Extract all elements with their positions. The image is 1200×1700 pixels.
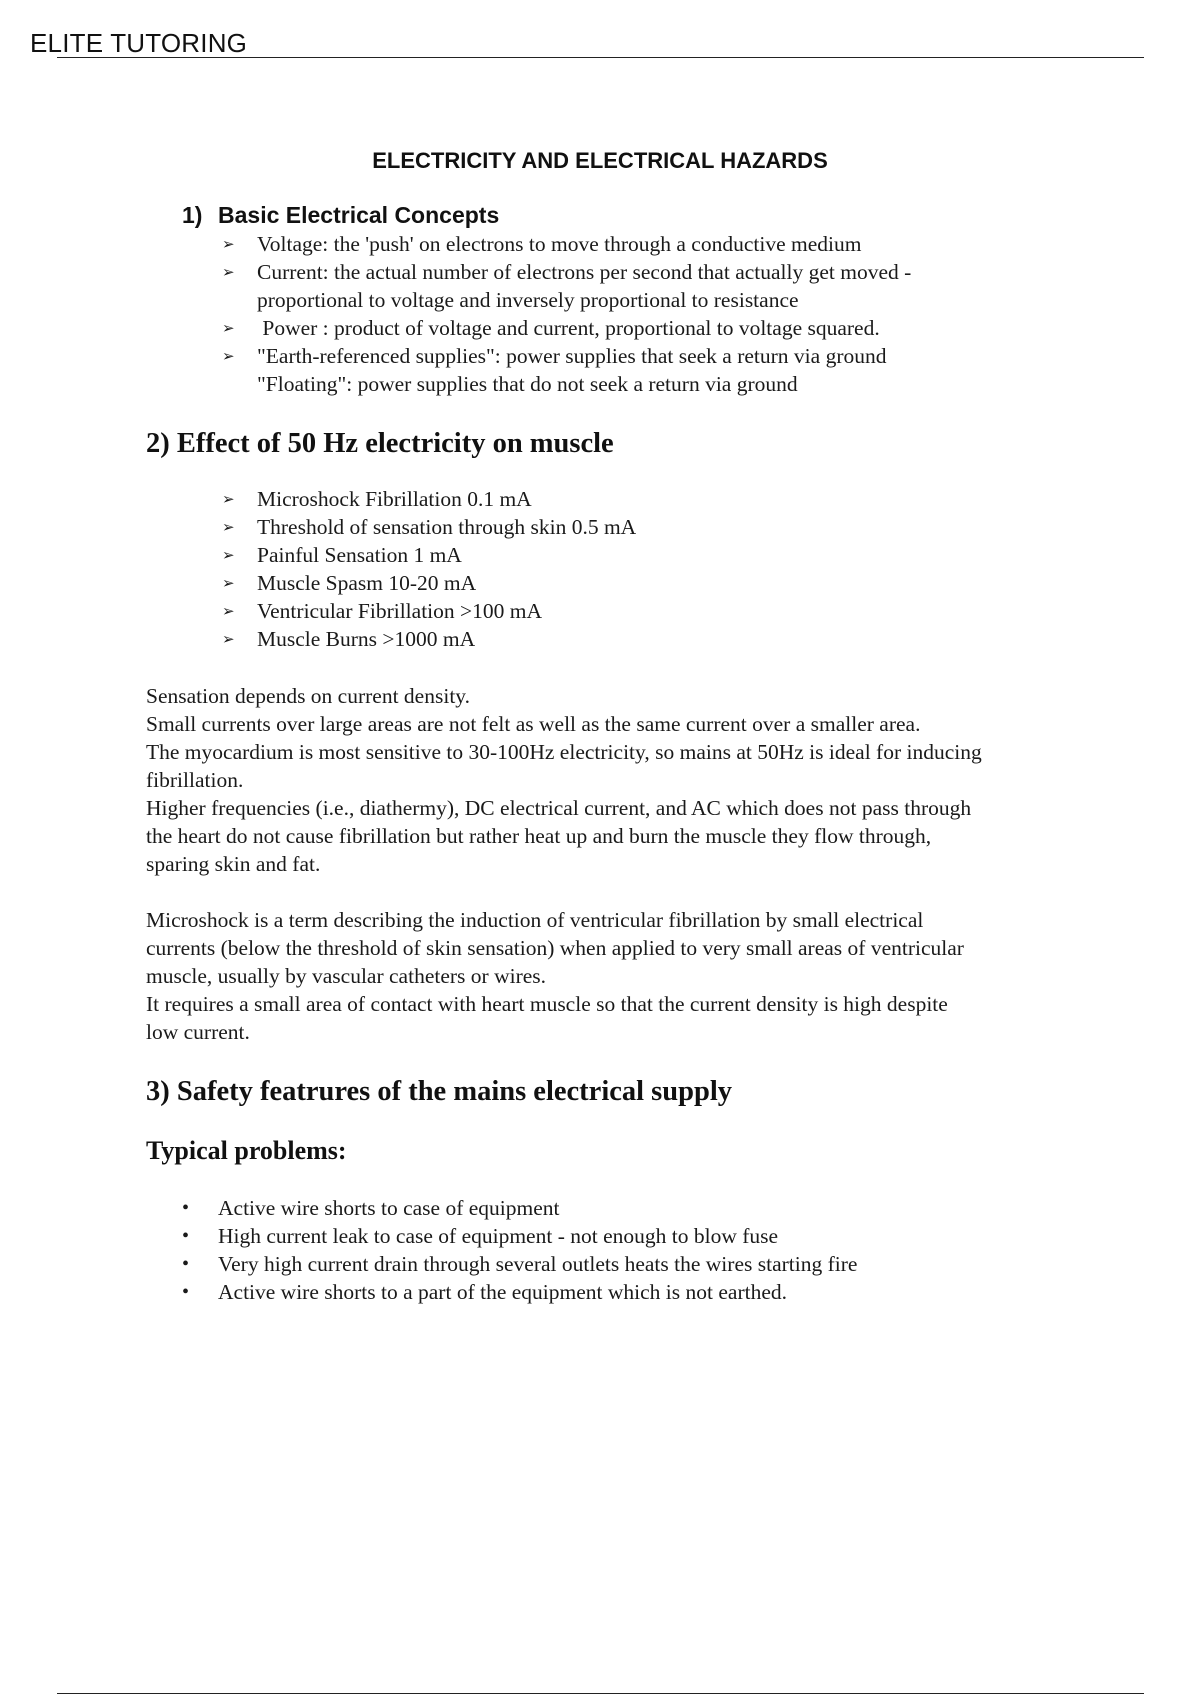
- arrow-bullet-icon: ➢: [222, 490, 235, 508]
- arrow-bullet-icon: ➢: [222, 319, 235, 337]
- section-1-title: Basic Electrical Concepts: [218, 202, 500, 228]
- section-1-heading: [182, 201, 499, 229]
- paragraph-line: Higher frequencies (i.e., diathermy), DC electrical current, and AC which does not pass through: [146, 796, 972, 820]
- list-item: [222, 314, 911, 342]
- paragraph-line: the heart do not cause fibrillation but rather heat up and burn the muscle they flow through,: [146, 824, 932, 848]
- paragraph-line: low current.: [146, 1020, 250, 1044]
- arrow-bullet-icon: ➢: [222, 602, 235, 620]
- bullet-icon: •: [182, 1225, 190, 1247]
- list-item: [180, 1250, 857, 1278]
- list-item-text: Voltage: the 'push' on electrons to move through a conductive medium: [257, 232, 862, 256]
- arrow-bullet-icon: ➢: [222, 630, 235, 648]
- header-text: ELITE TUTORING: [30, 28, 248, 58]
- typical-problems-list: [180, 1194, 857, 1306]
- footer-rule: [57, 1693, 1144, 1694]
- typical-problems-heading: Typical problems:: [146, 1136, 347, 1165]
- bullet-icon: •: [182, 1253, 190, 1275]
- list-item-text: Very high current drain through several outlets heats the wires starting fire: [218, 1252, 858, 1276]
- list-item: [222, 513, 636, 541]
- paragraph-line: fibrillation.: [146, 768, 244, 792]
- page-header: [30, 28, 1144, 58]
- list-item-text: proportional to voltage and inversely proportional to resistance: [257, 288, 799, 312]
- list-item-text: Muscle Spasm 10-20 mA: [257, 571, 477, 595]
- list-item: [222, 541, 636, 569]
- header-rule: [57, 57, 1144, 58]
- basic-concepts-list: [222, 230, 911, 398]
- paragraph-line: The myocardium is most sensitive to 30-100Hz electricity, so mains at 50Hz is ideal for inducing: [146, 740, 982, 764]
- list-item-text: Active wire shorts to case of equipment: [218, 1196, 560, 1220]
- arrow-bullet-icon: ➢: [222, 347, 235, 365]
- list-item-text: Microshock Fibrillation 0.1 mA: [257, 487, 532, 511]
- current-density-paragraph: [146, 682, 1106, 878]
- section-2-heading: 2) Effect of 50 Hz electricity on muscle: [146, 428, 614, 459]
- list-item-text: Power : product of voltage and current, proportional to voltage squared.: [257, 316, 880, 340]
- paragraph-line: sparing skin and fat.: [146, 852, 321, 876]
- list-item-text: Muscle Burns >1000 mA: [257, 627, 476, 651]
- arrow-bullet-icon: ➢: [222, 518, 235, 536]
- paragraph-line: Microshock is a term describing the induction of ventricular fibrillation by small electrical: [146, 908, 924, 932]
- paragraph-line: It requires a small area of contact with heart muscle so that the current density is high despite: [146, 992, 948, 1016]
- list-item: [222, 597, 636, 625]
- list-item-text: Painful Sensation 1 mA: [257, 543, 462, 567]
- paragraph-line: Sensation depends on current density.: [146, 684, 471, 708]
- document-title: ELECTRICITY AND ELECTRICAL HAZARDS: [372, 148, 828, 173]
- arrow-bullet-icon: ➢: [222, 574, 235, 592]
- arrow-bullet-icon: ➢: [222, 235, 235, 253]
- section-3-heading: 3) Safety featrures of the mains electrical supply: [146, 1076, 732, 1107]
- arrow-bullet-icon: ➢: [222, 546, 235, 564]
- list-item: [222, 342, 911, 398]
- list-item-text: "Floating": power supplies that do not seek a return via ground: [257, 372, 798, 396]
- list-item-text: Current: the actual number of electrons per second that actually get moved -: [257, 260, 912, 284]
- paragraph-line: currents (below the threshold of skin sensation) when applied to very small areas of ventricular: [146, 936, 964, 960]
- list-item-text: Active wire shorts to a part of the equipment which is not earthed.: [218, 1280, 787, 1304]
- microshock-paragraph: [146, 906, 1106, 1046]
- paragraph-line: Small currents over large areas are not felt as well as the same current over a smaller area.: [146, 712, 921, 736]
- list-item-text: Ventricular Fibrillation >100 mA: [257, 599, 543, 623]
- list-item: [222, 625, 636, 653]
- current-effects-list: [222, 485, 636, 653]
- bullet-icon: •: [182, 1281, 190, 1303]
- paragraph-line: muscle, usually by vascular catheters or wires.: [146, 964, 547, 988]
- list-item: [222, 258, 911, 314]
- list-item: [222, 569, 636, 597]
- bullet-icon: •: [182, 1197, 190, 1219]
- list-item: [180, 1222, 857, 1250]
- list-item-text: "Earth-referenced supplies": power supplies that seek a return via ground: [257, 344, 887, 368]
- list-item-text: Threshold of sensation through skin 0.5 mA: [257, 515, 637, 539]
- list-item: [222, 485, 636, 513]
- list-item-text: High current leak to case of equipment - not enough to blow fuse: [218, 1224, 779, 1248]
- list-item: [180, 1194, 857, 1222]
- section-1-number: 1): [182, 202, 203, 228]
- arrow-bullet-icon: ➢: [222, 263, 235, 281]
- list-item: [222, 230, 911, 258]
- list-item: [180, 1278, 857, 1306]
